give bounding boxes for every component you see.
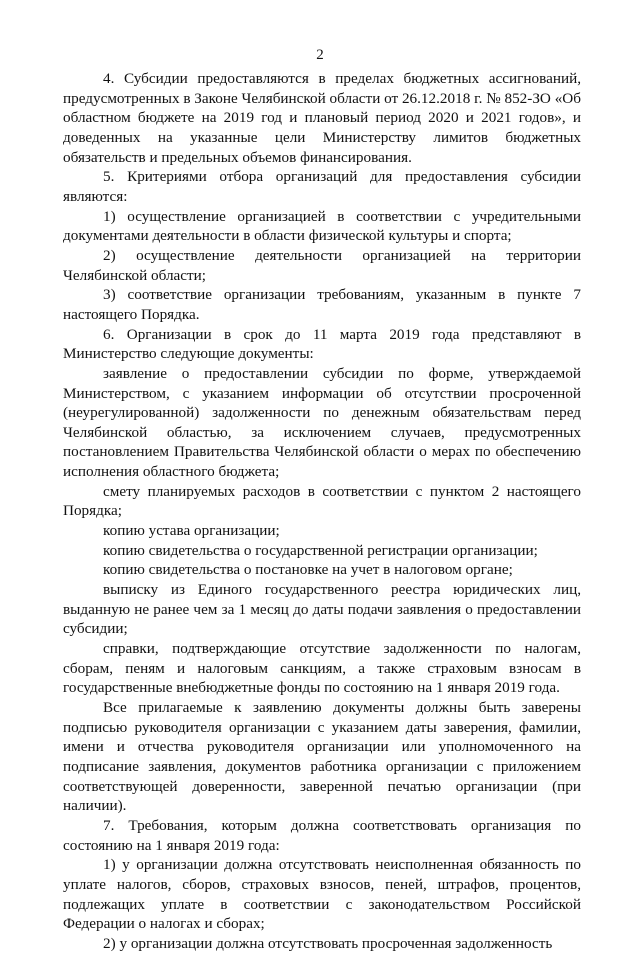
page-number: 2 (316, 47, 324, 63)
document-registration-copy: копию свидетельства о государственной регистрации организации; (103, 541, 538, 559)
requirement-2: 2) у организации должна отсутствовать просроченная задолженность (103, 934, 553, 952)
document-body (63, 69, 581, 954)
document-charter-copy: копию устава организации; (103, 522, 280, 540)
requirement-1: 1) у организации должна отсутствовать неисполненная обязанность по уплате налогов, сборов, страховых взносов, пеней, штрафов, процентов, подлежащих уплате в соответствии с законодательством Российской Федерации о налогах и сборах; (63, 856, 581, 933)
document-tax-certificates: справки, подтверждающие отсутствие задолженности по налогам, сборам, пеням и налоговым санкциям, а также страховым взносам в государственные внебюджетные фонды по состоянию на 1 января 2019 года. (63, 640, 581, 697)
criterion-3: 3) соответствие организации требованиям, указанным в пункте 7 настоящего Порядка. (63, 286, 581, 323)
document-registry-extract: выписку из Единого государственного реестра юридических лиц, выданную не ранее чем за 1 месяц до даты подачи заявления о предоставлении субсидии; (63, 581, 581, 638)
document-tax-registration-copy: копию свидетельства о постановке на учет в налоговом органе; (103, 561, 513, 579)
paragraph-item-7: 7. Требования, которым должна соответствовать организация по состоянию на 1 января 2019 года: (63, 816, 581, 854)
criterion-1: 1) осуществление организацией в соответствии с учредительными документами деятельности в области физической культуры и спорта; (63, 207, 581, 245)
certification-requirements: Все прилагаемые к заявлению документы должны быть заверены подписью руководителя организации с указанием даты заверения, фамилии, имени и отчества руководителя организации или уполномоченного на подписание заявления, документов работника организации с приложением соответствующей доверенности, заверенной печатью организации (при наличии). (63, 699, 581, 815)
paragraph-item-4: 4. Субсидии предоставляются в пределах бюджетных ассигнований, предусмотренных в Законе Челябинской области от 26.12.2018 г. № 852-ЗО «Об областном бюджете на 2019 год и плановый период 2020 и 2021 годов», и доведенных на указанные цели Министерству лимитов бюджетных обязательств и предельных объемов финансирования. (63, 70, 581, 166)
paragraph-item-6: 6. Организации в срок до 11 марта 2019 года представляют в Министерство следующие документы: (63, 325, 581, 363)
paragraph-item-5: 5. Критериями отбора организаций для предоставления субсидии являются: (63, 168, 581, 205)
document-estimate: смету планируемых расходов в соответствии с пунктом 2 настоящего Порядка; (63, 482, 581, 520)
document-application: заявление о предоставлении субсидии по форме, утверждаемой Министерством, с указанием информации об отсутствии просроченной (неурегулированной) задолженности по денежным обязательствам перед Челябинской областью, за исключением случаев, предусмотренных постановлением Правительства Челябинской области о мерах по обеспечению исполнения областного бюджета; (63, 364, 581, 481)
criterion-2: 2) осуществление деятельности организацией на территории Челябинской области; (63, 246, 581, 284)
